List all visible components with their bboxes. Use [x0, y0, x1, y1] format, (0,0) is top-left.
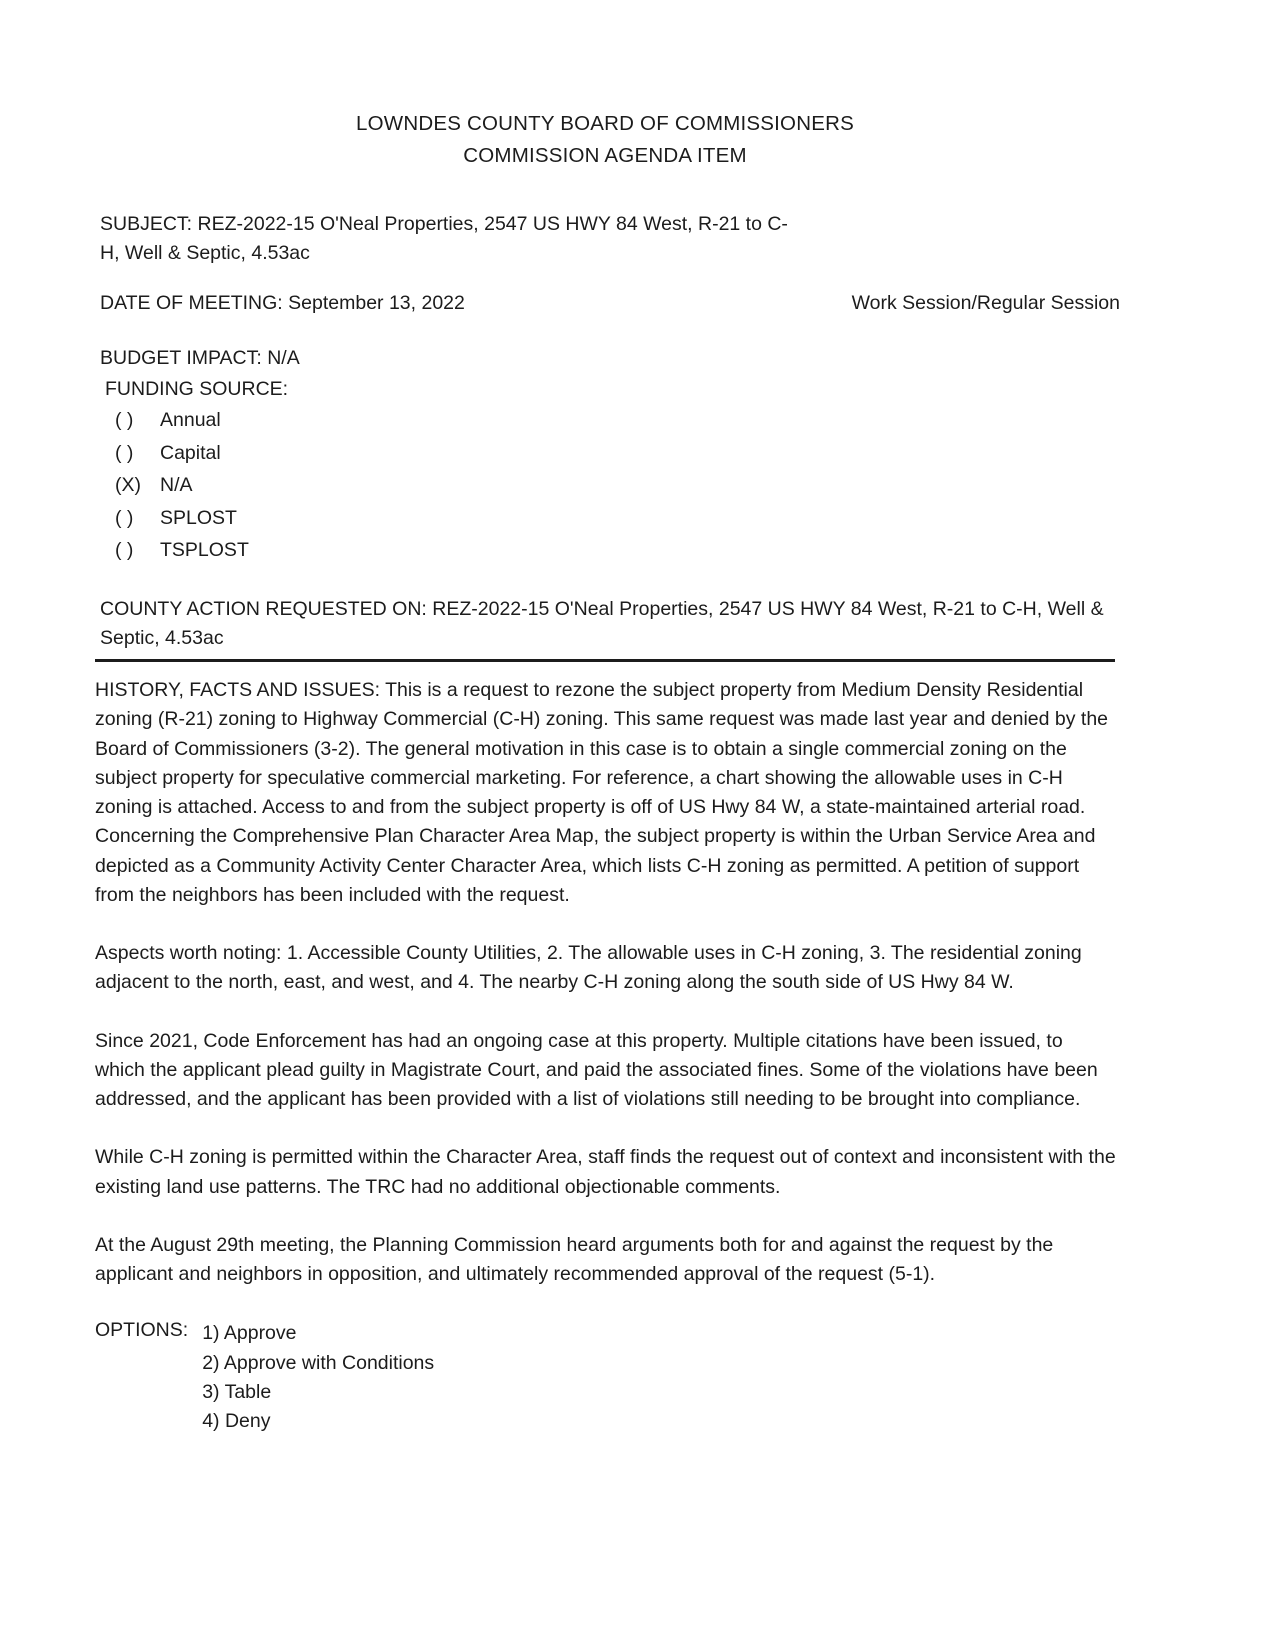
section-divider [95, 659, 1115, 662]
options-list [202, 1319, 434, 1436]
meeting-date-row [100, 292, 1165, 315]
options-label: OPTIONS: [95, 1319, 189, 1342]
document-body [95, 676, 1117, 1436]
funding-option-label: Capital [160, 441, 221, 464]
aspects-paragraph: Aspects worth noting: 1. Accessible County Utilities, 2. The allowable uses in C-H zoning, 3. The residential zoning adjacent to the north, east, and west, and 4. The nearby C-H zoning along the south side of US Hwy 84 W. [95, 942, 1082, 994]
funding-option-label: N/A [160, 474, 193, 497]
county-action-requested: COUNTY ACTION REQUESTED ON: REZ-2022-15 O'Neal Properties, 2547 US HWY 84 West, R-21 to C-H, Well & Septic, 4.53ac [100, 597, 1104, 649]
funding-option-row [115, 541, 1215, 561]
document-title-line2: COMMISSION AGENDA ITEM [463, 143, 747, 167]
meeting-date: DATE OF MEETING: September 13, 2022 [100, 292, 465, 315]
funding-option-checkbox: ( ) [115, 506, 134, 529]
options-block [95, 1319, 1117, 1436]
funding-option-row [115, 411, 1215, 431]
staff-finding-paragraph: While C-H zoning is permitted within the Character Area, staff finds the request out of context and inconsistent with the existing land use patterns. The TRC had no additional objectionable comments. [95, 1146, 1116, 1198]
code-enforcement-paragraph: Since 2021, Code Enforcement has had an ongoing case at this property. Multiple citations have been issued, to which the applicant plead guilty in Magistrate Court, and paid the associated fines. Some of the violations have been addressed, and the applicant has been provided with a list of violations still needing to be brought into compliance. [95, 1029, 1098, 1111]
funding-options-list [115, 411, 1215, 561]
document-title [95, 108, 1115, 172]
funding-option-checkbox: (X) [115, 474, 141, 497]
funding-option-checkbox: ( ) [115, 441, 134, 464]
planning-commission-paragraph: At the August 29th meeting, the Planning Commission heard arguments both for and against the request by the applicant and neighbors in opposition, and ultimately recommended approval of the request (5-1). [95, 1233, 1054, 1286]
funding-source-label: FUNDING SOURCE: [105, 378, 289, 401]
funding-option-label: SPLOST [160, 506, 237, 529]
document-title-line1: LOWNDES COUNTY BOARD OF COMMISSIONERS [356, 112, 854, 135]
budget-impact: BUDGET IMPACT: N/A [100, 347, 300, 370]
funding-option-label: Annual [160, 409, 221, 432]
funding-option-checkbox: ( ) [115, 539, 134, 562]
option-item-table: 3) Table [202, 1380, 272, 1403]
funding-option-checkbox: ( ) [115, 409, 134, 432]
funding-option-label: TSPLOST [160, 539, 249, 562]
session-type: Work Session/Regular Session [851, 292, 1120, 315]
funding-option-row [115, 441, 1215, 464]
option-item-approve-with-conditions: 2) Approve with Conditions [202, 1351, 435, 1374]
funding-option-row [115, 506, 1215, 529]
history-facts-issues-paragraph: HISTORY, FACTS AND ISSUES: This is a request to rezone the subject property from Medium Density Residential zoning (R-21) zoning to Highway Commercial (C-H) zoning. This same request was made last year and denied by the Board of Commissioners (3-2). The general motivation in this case is to obtain a single commercial zoning on the subject property for speculative commercial marketing. For reference, a chart showing the allowable uses in C-H zoning is attached. Access to and from the subject property is off of US Hwy 84 W, a state-maintained arterial road. Concerning the Comprehensive Plan Character Area Map, the subject property is within the Urban Service Area and depicted as a Community Activity Center Character Area, which lists C-H zoning as permitted. A petition of support from the neighbors has been included with the request. [95, 679, 1109, 906]
funding-option-row [115, 476, 1215, 496]
subject-line: SUBJECT: REZ-2022-15 O'Neal Properties, 2547 US HWY 84 West, R-21 to C-H, Well & Septic, 4.53ac [100, 212, 788, 264]
option-item-approve: 1) Approve [202, 1322, 297, 1345]
option-item-deny: 4) Deny [202, 1410, 271, 1433]
